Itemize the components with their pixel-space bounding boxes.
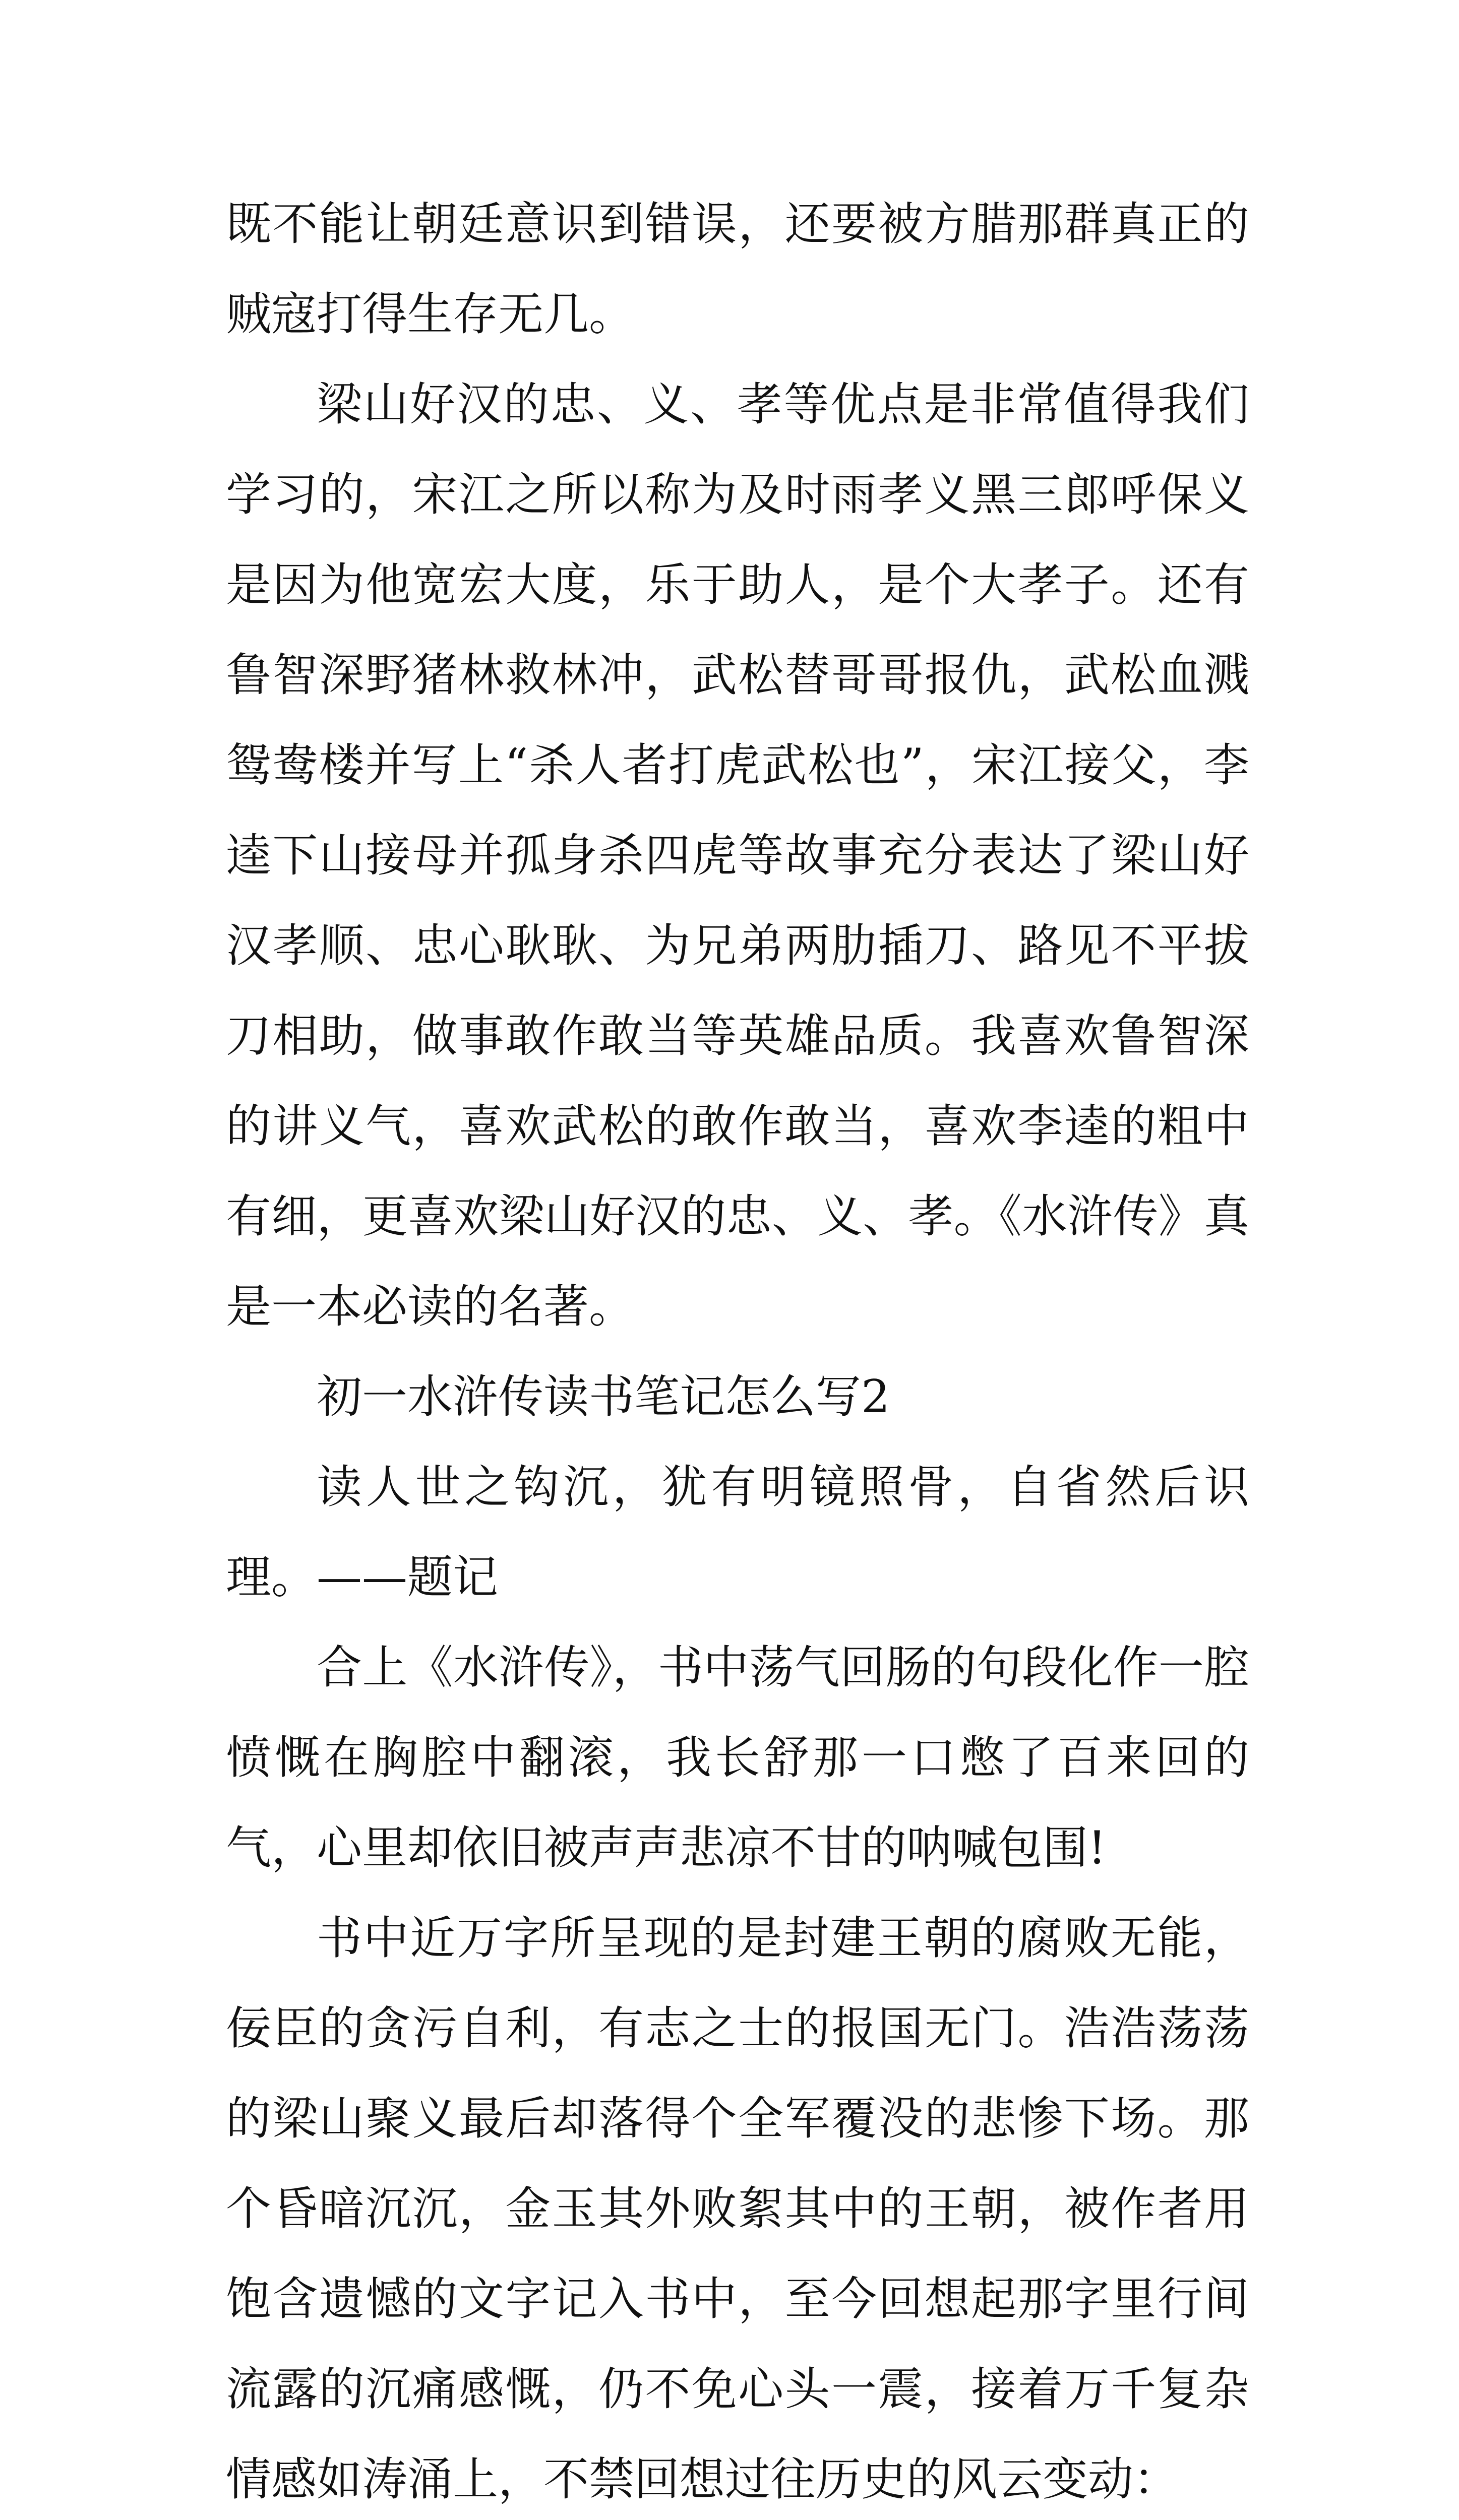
paragraph-continuation: 既不能让朝廷意识到错误，还要被方腊那群真正的贼寇打得生存无几。 [226,198,1249,341]
epigraph: 读人世之钩沉，犹有明镜照骨，自省然后识理。——题记 [226,1461,1249,1604]
paragraph-virtues: 梁山好汉的忠、义、孝等优点是非常值得我们学习的，宋江之所以称为及时雨孝义黑三郎呼保义是因为他宽宏大度，乐于助人，是个大孝子。还有鲁智深野猪林救林冲，武松替哥哥报仇，武松血溅鸳鸯楼并写上“杀人者打虎武松也”，宋江接父，李逵下山接母并孤身杀四虎等故事充分表达了梁山好汉孝顺、忠心耿耿、为兄弟两肋插刀、路见不平拔刀相助，做事敢作敢当等英雄品质。我喜欢鲁智深的讲义气，喜欢武松的敢作敢当，喜欢李逵的粗中有细，更喜欢梁山好汉的忠、义、孝。《水浒传》真是一本必读的名著。 [226,378,1249,1333]
section-heading: 初一水浒传读书笔记怎么写2 [317,1370,890,1423]
paragraph-dynasty: 书中近万字所呈现的是封建王朝的腐败无能，佞臣的贪污自利，有志之士的报国无门。浩浩荡荡的梁山聚义最后却落得个全军覆没的悲惨下场。那个昏暗沉沉，金玉其外败絮其中的王朝，被作者用饱含遗憾的文字记入书中，至今回想起那字里行间流露的沉痛感慨，仍不免心头一震，接着万千复杂情感如涛涌上，不禁回想过往历史的风云变动： [226,1912,1249,2506]
document-body [226,179,1249,2520]
paragraph-closing-book: 合上《水浒传》，书中荡气回肠的句段化作一腔愤慨在胸腔中翻滚，我长舒那一口憋了百来回的气，心里却依旧被声声悲凉不甘的呐喊包围! [226,1641,1249,1874]
